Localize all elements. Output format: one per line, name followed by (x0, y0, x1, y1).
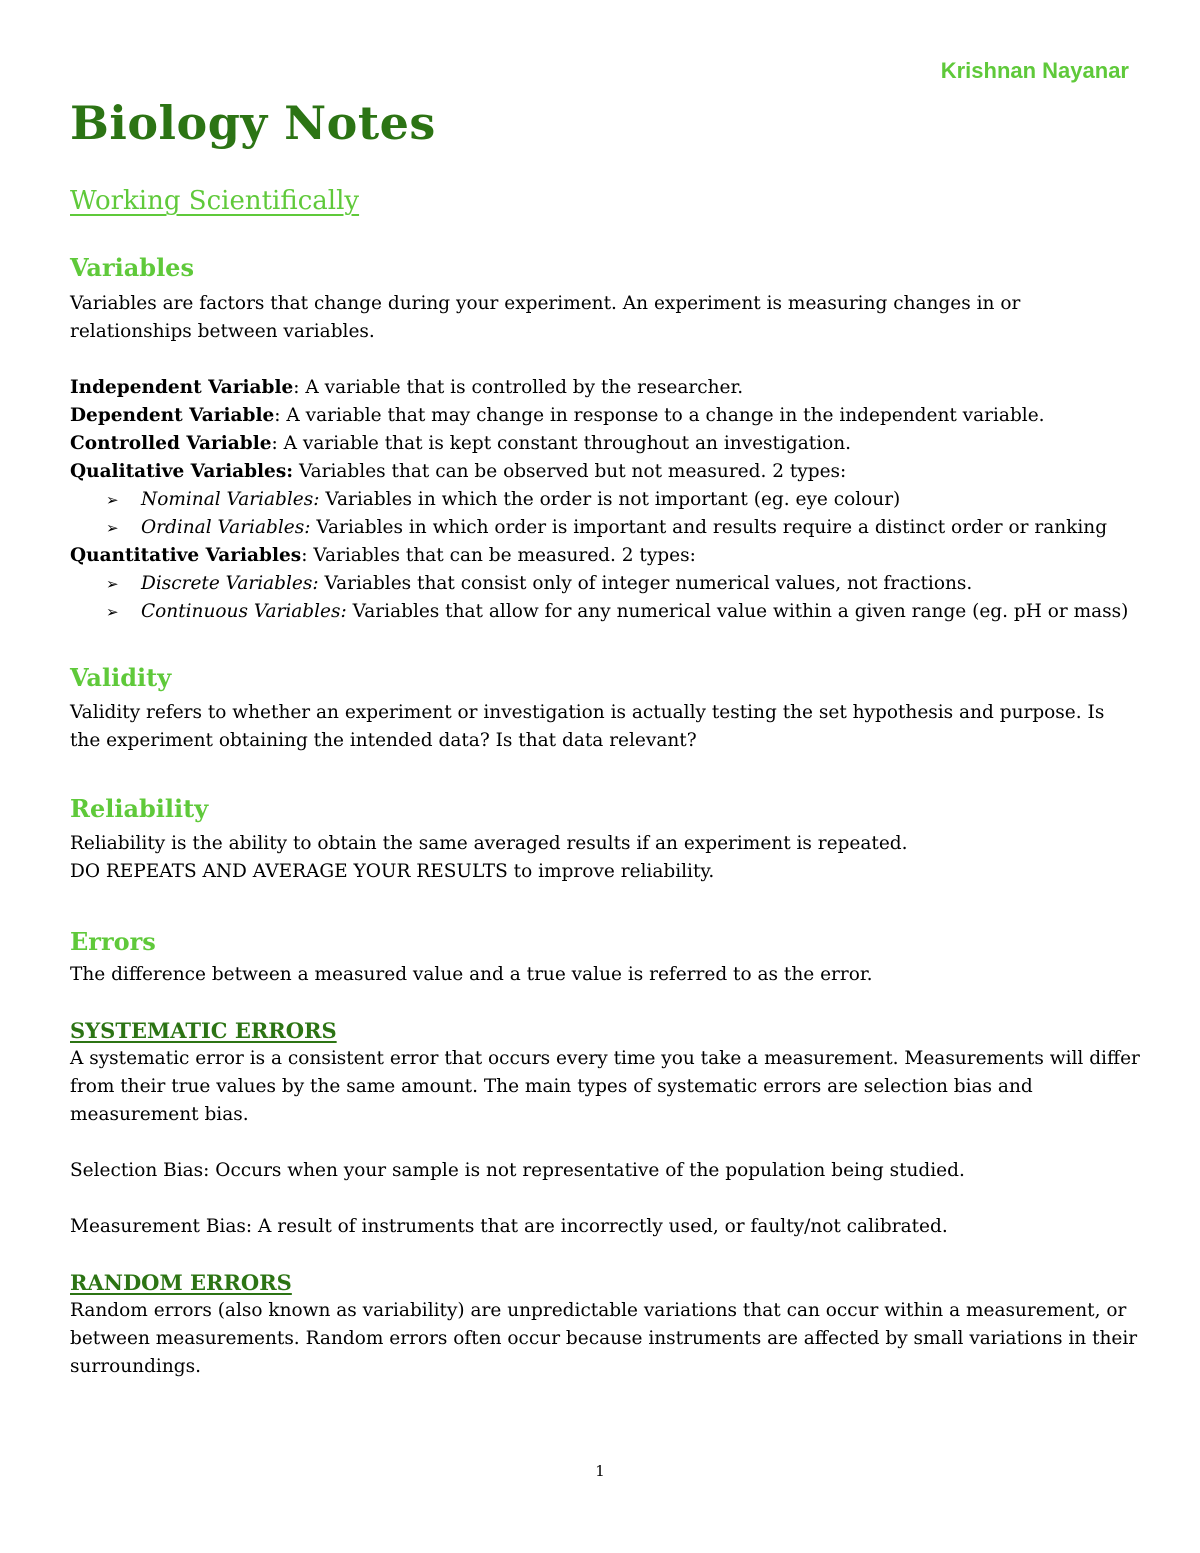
section-heading: Working Scientifically (70, 186, 360, 216)
author-name: Krishnan Nayanar (940, 58, 1129, 83)
selection-bias-text: Selection Bias: Occurs when your sample is not representative of the population being studied. (70, 1160, 965, 1181)
random-errors-text: Random errors (also known as variability) are unpredictable variations that can occur within a measurement, or between measurements. Random errors often occur because instruments are affected by small variations in their surroundings. (70, 1300, 1138, 1377)
errors-heading: Errors (70, 927, 156, 956)
variables-intro: Variables are factors that change during your experiment. An experiment is measuring changes in or relationships between variables. (70, 293, 1021, 342)
systematic-errors-heading: SYSTEMATIC ERRORS (70, 1018, 337, 1043)
reliability-heading: Reliability (70, 794, 209, 823)
page-number: 1 (595, 1462, 605, 1480)
definition-text: A variable that is kept constant throughout an investigation. (283, 433, 852, 454)
reliability-advice: DO REPEATS AND AVERAGE YOUR RESULTS to improve reliability. (70, 861, 715, 882)
errors-text: The difference between a measured value and a true value is referred to as the error. (70, 964, 873, 985)
definition-term: Dependent Variable (70, 405, 275, 426)
definition-controlled: Controlled Variable: A variable that is kept constant throughout an investigation. (70, 433, 852, 454)
document-title: Biology Notes (70, 96, 436, 150)
definition-text: Variables that can be observed but not measured. 2 types: (298, 461, 847, 482)
list-item: ➢ Ordinal Variables: Variables in which order is important and results require a distinct order or ranking (106, 514, 1140, 542)
arrow-bullet-icon: ➢ (106, 491, 119, 509)
definition-term: Independent Variable (70, 377, 294, 398)
definition-term: Quantitative Variables (70, 545, 302, 566)
definition-quantitative: Quantitative Variables: Variables that can be measured. 2 types: (70, 545, 696, 566)
definition-text: A variable that is controlled by the researcher. (305, 377, 744, 398)
list-item: ➢ Discrete Variables: Variables that consist only of integer numerical values, not fractions. (106, 570, 1140, 598)
definition-text: A variable that may change in response to a change in the independent variable. (286, 405, 1045, 426)
definition-dependent: Dependent Variable: A variable that may change in response to a change in the independent variable. (70, 405, 1045, 426)
definition-term: Controlled Variable (70, 433, 272, 454)
definition-text: Variables that can be measured. 2 types: (313, 545, 696, 566)
qualitative-types-list (70, 486, 1140, 542)
arrow-bullet-icon: ➢ (106, 519, 119, 537)
arrow-bullet-icon: ➢ (106, 603, 119, 621)
quantitative-types-list (70, 570, 1140, 626)
arrow-bullet-icon: ➢ (106, 575, 119, 593)
definition-term: Qualitative Variables: (70, 461, 294, 482)
reliability-text: Reliability is the ability to obtain the same averaged results if an experiment is repeated. (70, 833, 908, 854)
variables-heading: Variables (70, 253, 194, 282)
definition-independent: Independent Variable: A variable that is controlled by the researcher. (70, 377, 744, 398)
definition-qualitative (70, 458, 1140, 486)
validity-text: Validity refers to whether an experiment or investigation is actually testing the set hypothesis and purpose. Is the experiment obtaining the intended data? Is that data relevant? (70, 702, 1105, 751)
measurement-bias-text: Measurement Bias: A result of instruments that are incorrectly used, or faulty/not calibrated. (70, 1216, 948, 1237)
validity-heading: Validity (70, 663, 172, 692)
list-item: ➢ Nominal Variables: Variables in which the order is not important (eg. eye colour) (106, 486, 1140, 514)
document-body (70, 250, 1140, 1381)
list-item: ➢ Continuous Variables: Variables that allow for any numerical value within a given range (eg. pH or mass) (106, 598, 1140, 626)
random-errors-heading: RANDOM ERRORS (70, 1270, 292, 1295)
systematic-errors-text: A systematic error is a consistent error that occurs every time you take a measurement. Measurements will differ from their true values by the same amount. The main types of systematic errors are selection bias and measurement bias. (70, 1048, 1140, 1125)
